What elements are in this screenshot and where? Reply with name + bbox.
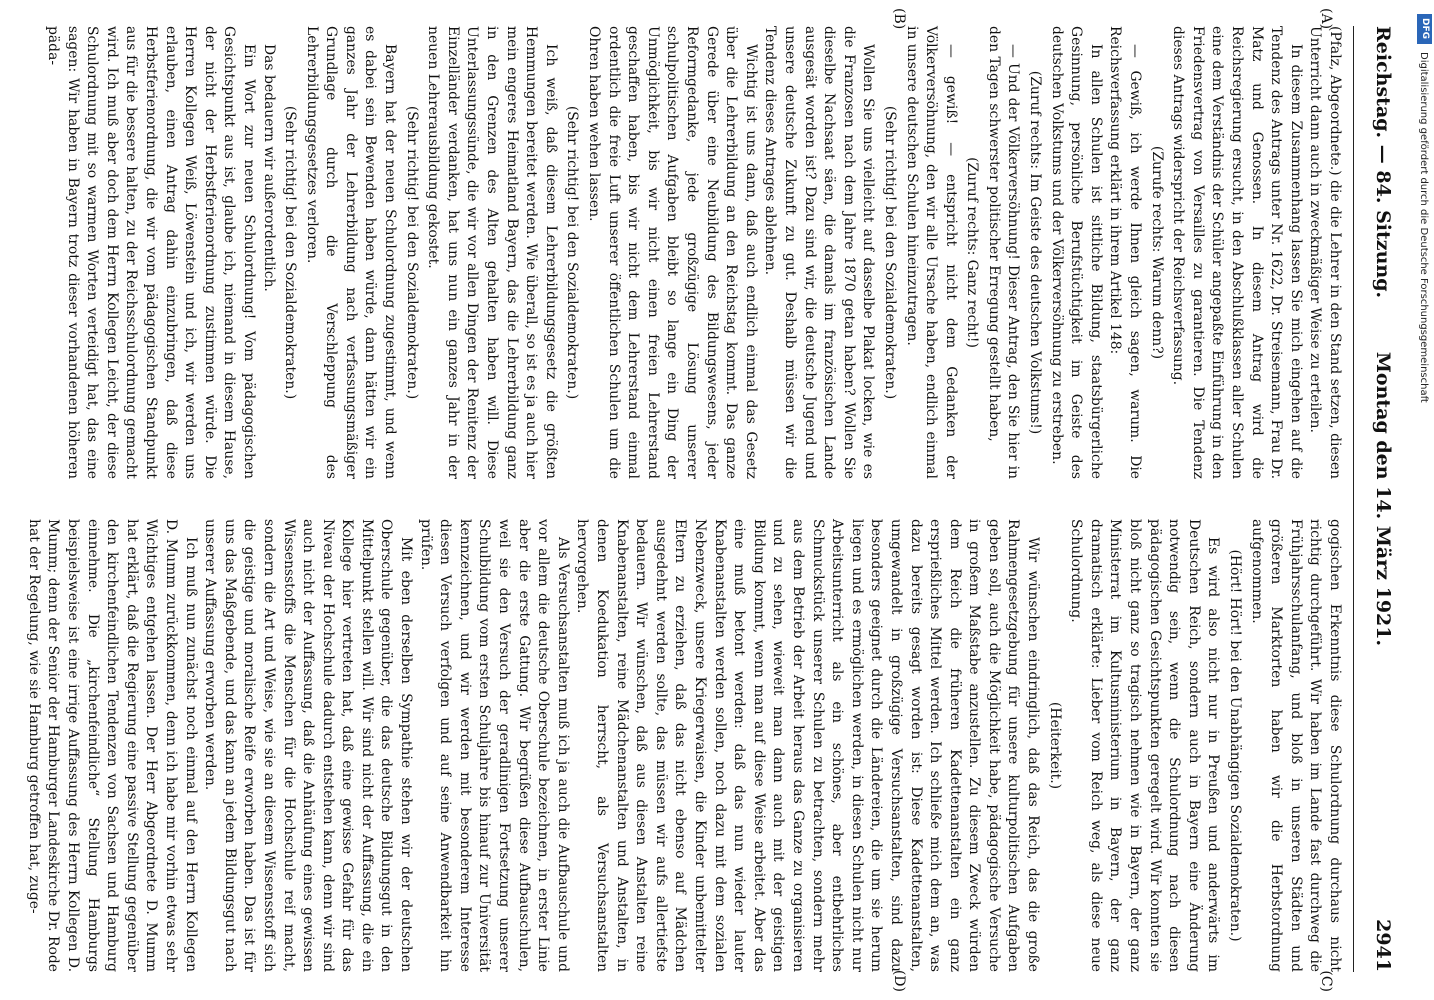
paragraph: Mit eben derselben Sympathie stehen wir der deutschen Oberschule gegenüber, die das deutsche Bildungsgut in den Mittelpunkt stellen will. Wir sind nicht der Auffassung, die ein Kollege hier vertreten hat, daß eine gewisse Gefahr für das Niveau der Hochschule dadurch entstehen kann, denn wir sind auch nicht der Auffassung, daß die Anhäufung eines gewissen Wissensstoffs die Menschen für die Hochschule reif macht, sondern die Art und Weise, wie sie an diesem Wissensstoff sich die geistige und moralische Reife erworben haben. Das ist für uns das Maßgebende, und das kann an jedem Bildungsgut nach unserer Auffassung erworben werden. (202, 519, 415, 972)
right-column (25, 519, 1344, 972)
paragraph: — Gewiß, ich werde Ihnen gleich sagen, warum. Die Reichsverfassung erklärt in ihrem Artikel 148: (1107, 26, 1144, 479)
text-columns (25, 26, 1344, 972)
paragraph: Ich muß nun zunächst noch einmal auf den Herrn Kollegen D. Mumm zurückkommen, denn ich habe mir vorhin etwas sehr Wichtiges entgehen lassen. Der Herr Abgeordnete D. Mumm hat erklärt, daß die Regierung eine passive Stellung gegenüber den kirchenfeindlichen Tendenzen von Sachsen und Hamburg einnehme. Die „kirchenfeindliche“ Stellung Hamburgs beispielsweise ist eine irrige Auffassung des Herrn Kollegen D. Mumm; denn der Senior der Hamburger Landeskirche Dr. Rode hat der Regelung, wie sie Hamburg getroffen hat, zuge- (25, 519, 199, 972)
rotated-document-page (25, 4, 1412, 994)
paragraph: (Sehr richtig! bei den Sozialdemokraten.) (881, 105, 898, 400)
marker-c: (C) (1318, 970, 1334, 992)
paragraph: — Und der Völkerversöhnung! Dieser Antrag, den Sie hier in den Tagen schwerster politischer Erregung gestellt haben, (985, 26, 1022, 479)
digitization-credit: Digitalisierung gefördert durch die Deutsche Forschungsgemeinschaft (1418, 52, 1429, 403)
paragraph: — gewiß! — entspricht nicht dem Gedanken der Völkerversöhnung, den wir alle Ursache haben, endlich einmal in unsere deutschen Schulen hineinzutragen. (903, 26, 959, 479)
paragraph: (Sehr richtig! bei den Sozialdemokraten.) (403, 105, 420, 400)
paragraph: Wollen Sie uns vielleicht auf dasselbe Plakat locken, wie es die Franzosen nach dem Jahre 1870 getan haben? Wollen Sie dieselbe Nachsaat säen, die damals im französischen Lande ausgesät worden ist? Dazu sind wir, die deutsche Jugend und unsere deutsche Zukunft zu gut. Deshalb müssen wir die Tendenz dieses Antrages ablehnen. (762, 26, 877, 479)
paragraph: (Hört! Hört! bei den Unabhängigen Sozialdemokraten.) (1227, 549, 1244, 942)
paragraph: (Zurufe rechts: Warum denn?) (1148, 145, 1165, 360)
marker-a: (A) (1318, 8, 1334, 30)
paragraph: (Sehr richtig! bei den Sozialdemokraten.) (564, 105, 581, 400)
paragraph: Als Versuchsanstalten muß ich ja auch die Aufbauschule und vor allem die deutsche Oberschule bezeichnen, in erster Linie aber die erste Gattung. Wir begrüßen diese Aufbauschulen, weil sie den Versuch der geradlinigen Fortsetzung unserer Schulbildung vom ersten Schuljahre bis hinauf zur Universität kennzeichnen, und wir werden mit besonderem Interesse diesen Versuch verfolgen und auf seine Anwendbarkeit hin prüfen. (417, 519, 571, 972)
digitization-sidebar (1416, 8, 1434, 992)
paragraph: Bayern hat der neuen Schulordnung zugestimmt, und wenn es dabei sein Bewenden haben würde, dann hätten wir ein ganzes Jahr der Lehrerbildung nach verfassungsmäßiger Grundlage durch die Verschleppung des Lehrerbildungsgesetzes verloren. (303, 26, 399, 479)
page-header (1353, 26, 1398, 972)
paragraph: Ich weiß, daß diesem Lehrerbildungsgesetz die größten Hemmungen bereitet werden. Wie überall, so ist es ja auch hier mein engeres Heimatland Bayern, das die Lehrerbildung ganz in den Grenzen des Alten gehalten haben will. Diese Unterlassungssünde, die wir vor allen Dingen der Renitenz der Einzelländer verdanken, hat uns nun ein ganzes Jahr in der neuen Lehrerausbildung gekostet. (425, 26, 559, 479)
paragraph: Wir wünschen eindringlich, daß das Reich, das die große Rahmengesetzgebung für unsere kulturpolitischen Aufgaben geben soll, auch die Möglichkeit habe, pädagogische Versuche in großem Maßstabe anzustellen. Zu diesem Zweck würden dem Reich die früheren Kadettenanstalten ein ganz ersprießliches Mittel werden. Ich schließe mich dem an, was dazu bereits gesagt worden ist: Diese Kadettenanstalten, umgewandelt in großzügige Versuchsanstalten, sind dazu besonders geeignet durch die Ländereien, die um sie herum liegen und es ermöglichen werden, in diesen Schulen nicht nur Arbeitsunterricht als ein schönes, aber entbehrliches Schmuckstück unserer Schulen zu betrachten, sondern mehr aus dem Betrieb der Arbeit heraus das Ganze zu organisieren und zu sehen, wieweit man dann auch mit der geistigen Bildung kommt, wenn man auf diese Weise arbeitet. Aber das eine muß betont werden: daß das nun wieder lauter Knabenanstalten werden sollen, noch dazu mit dem sozialen Nebenzweck, unsere Kriegerwaisen, die Kinder unbemittelter Eltern zu erziehen, daß das nicht ebenso auf Mädchen ausgedehnt werden sollte, das müssen wir aufs allertiefste bedauern. Wir wünschen, daß aus diesen Anstalten reine Knabenanstalten, reine Mädchenanstalten und Anstalten, in denen Koedukation herrscht, als Versuchsanstalten hervorgehen. (574, 519, 1042, 972)
paragraph: (Zuruf rechts: Im Geiste des deutschen Volkstums!) (1027, 70, 1044, 435)
dfg-logo: DFG (1417, 14, 1432, 44)
paragraph: In allen Schulen ist sittliche Bildung, staatsbürgerliche Gesinnung, persönliche Berufstüchtigkeit im Geiste des deutschen Volkstums und der Völkerversöhnung zu erstreben. (1048, 26, 1104, 479)
paragraph: Wichtig ist uns dann, daß auch endlich einmal das Gesetz über die Lehrerbildung an den Reichstag kommt. Das ganze Gerede über eine Neubildung des Bildungswesens, jeder Reformgedanke, jede großzügige Lösung unserer schulpolitischen Aufgaben bleibt so lange ein Ding der Unmöglichkeit, bis wir nicht einen freien Lehrerstand geschaffen haben, bis wir nicht dem Lehrerstand einmal ordentlich die freie Luft unserer öffentlichen Schulen um die Ohren haben wehen lassen. (586, 26, 759, 479)
paragraph: Es wird also nicht nur in Preußen und anderwärts im Deutschen Reich, sondern auch in Bayern eine Änderung notwendig sein, wenn die Schulordnung nach diesen pädagogischen Gesichtspunkten geregelt wird. Wir konnten sie bloß nicht ganz so tragisch nehmen wie in Bayern, der ganz Ministerrat im Kultusministerium in Bayern, der ganz dramatisch erklärte: Lieber vom Reich weg, als diese neue Schulordnung. (1068, 519, 1222, 972)
paragraph: (Sehr richtig! bei den Sozialdemokraten.) (282, 105, 299, 400)
header-date: Montag den 14. März 1921. (1372, 351, 1394, 647)
paragraph: (Heiterkeit.) (1046, 701, 1063, 790)
paragraph: (Zuruf rechts: Ganz recht!) (964, 157, 981, 348)
paragraph: In diesem Zusammenhang lassen Sie mich eingehen auf die Tendenz des Antrags unter Nr. 1622, Dr. Streisemann, Frau Dr. Matz und Genossen. In diesem Antrag wird die Reichsregierung ersucht, in den Abschlußklassen aller Schulen eine dem Verständnis der Schüler angepaßte Einführung in den Friedensvertrag von Versailles zu garantieren. Die Tendenz dieses Antrags widerspricht der Reichsverfassung. (1170, 26, 1304, 479)
marker-d: (D) (891, 969, 907, 992)
header-session: Reichstag. — 84. Sitzung. (1372, 26, 1394, 299)
paragraph: (Pfalz, Abgeordnete.) die die Lehrer in den Stand setzen, diesen Unterricht dann auch in zweckmäßiger Weise zu erteilen. (1307, 26, 1343, 479)
paragraph: Ein Wort zur neuen Schulordnung! Vom pädagogischen Gesichtspunkt aus ist, glaube ich, niemand in diesem Hause, der nicht der Herbstferienordnung zustimmen würde. Die Herren Kollegen Weiß, Löwenstein und ich, wir werden uns erlauben, einen Antrag dahin einzubringen, daß diese Herbstferienordnung, die wir vom pädagogischen Standpunkt aus für die bessere halten, zu der Reichsschulordnung gemacht wird. Ich muß aber doch dem Herrn Kollegen Leicht, der diese Schulordnung mit so warmen Worten verteidigt hat, das eine sagen: Wir haben in Bayern trotz dieser vorhandenen höheren päda- (45, 26, 257, 479)
header-page-number: 2941 (1372, 919, 1394, 972)
left-column (45, 26, 1344, 479)
marker-b: (B) (891, 8, 907, 30)
paragraph: Das bedauern wir außerordentlich. (260, 44, 277, 292)
paragraph: gogischen Erkenntnis diese Schulordnung durchaus nicht richtig durchgeführt. Wir haben im Lande fast durchweg die Frühjahrsschulanfang, und bloß in unseren Städten und größeren Marktorten haben wir die Herbstordnung aufgenommen. (1248, 519, 1343, 972)
